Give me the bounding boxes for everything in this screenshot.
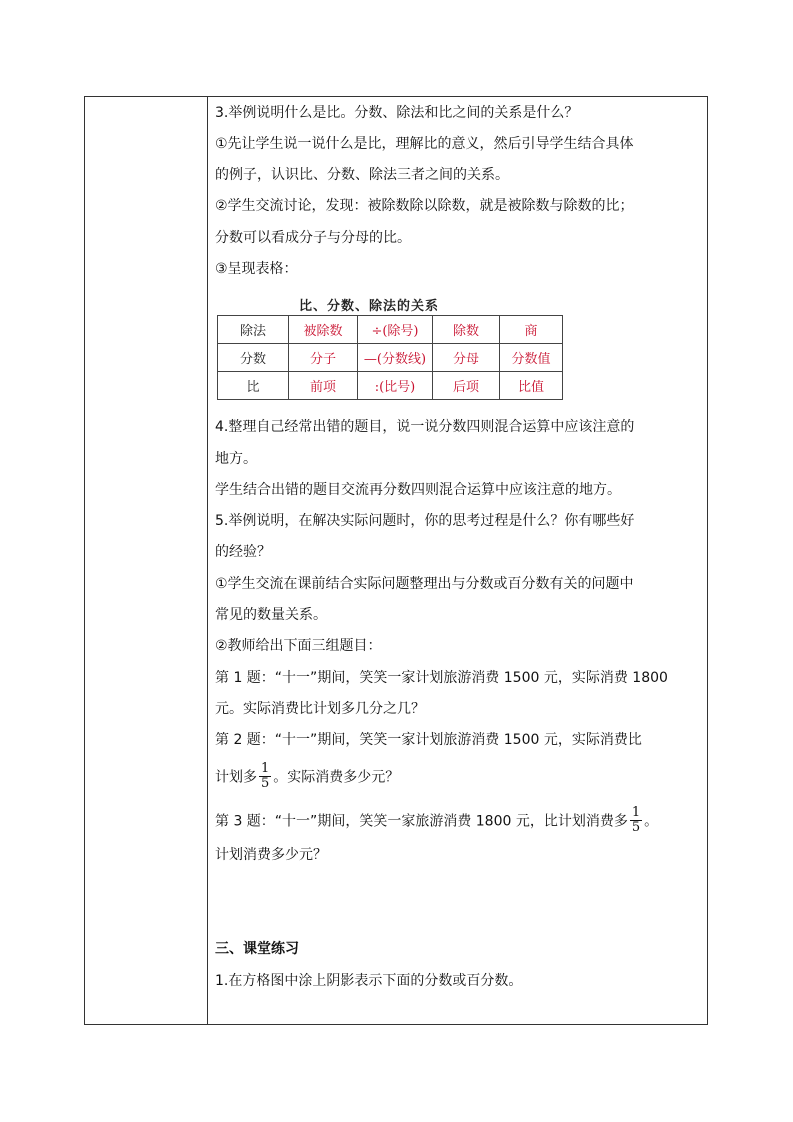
fraction-denominator: 5 — [631, 820, 641, 835]
section-title-practice: 三、课堂练习 — [215, 941, 299, 957]
problem-1-line-1: 第 1 题：“十一”期间，笑笑一家计划旅游消费 1500 元，实际消费 1800 — [215, 670, 668, 686]
problem-3-line-2: 计划消费多少元？ — [215, 847, 327, 863]
table-row — [218, 316, 563, 344]
fraction-numerator: 1 — [261, 761, 270, 776]
problem-3-suffix: 。 — [644, 813, 659, 830]
practice-1: 1.在方格图中涂上阴影表示下面的分数或百分数。 — [215, 973, 523, 989]
problem-2-prefix: 计划多 — [215, 769, 257, 786]
table-cell: 被除数 — [289, 316, 358, 344]
table-cell: 分子 — [289, 344, 358, 372]
step-2-line-2: 分数可以看成分子与分母的比。 — [215, 230, 411, 246]
q5-step-1-line-1: ①学生交流在课前结合实际问题整理出与分数或百分数有关的问题中 — [215, 576, 634, 592]
table-row — [218, 372, 563, 400]
fraction-numerator: 1 — [631, 805, 641, 820]
step-3: ③呈现表格： — [215, 261, 298, 277]
fraction-one-fifth — [630, 806, 642, 835]
table-cell: 分数 — [218, 344, 289, 372]
problem-2-line-1: 第 2 题：“十一”期间，笑笑一家计划旅游消费 1500 元，实际消费比 — [215, 732, 642, 748]
table-cell: 分母 — [433, 344, 500, 372]
question-5-line-2: 的经验？ — [215, 544, 271, 560]
q5-step-2: ②教师给出下面三组题目： — [215, 638, 382, 654]
table-cell: 除法 — [218, 316, 289, 344]
step-1-line-2: 的例子，认识比、分数、除法三者之间的关系。 — [215, 167, 509, 183]
problem-3-line-1 — [215, 807, 658, 836]
table-cell: —(分数线) — [358, 344, 433, 372]
question-4-line-1: 4.整理自己经常出错的题目，说一说分数四则混合运算中应该注意的 — [215, 419, 635, 435]
table-cell: 分数值 — [500, 344, 563, 372]
problem-2-line-2 — [215, 763, 399, 792]
relation-table — [217, 315, 563, 400]
problem-2-suffix: 。实际消费多少元？ — [273, 769, 400, 786]
student-discussion: 学生结合出错的题目交流再分数四则混合运算中应该注意的地方。 — [215, 482, 621, 498]
step-2-line-1: ②学生交流讨论，发现：被除数除以除数，就是被除数与除数的比； — [215, 198, 634, 214]
table-cell: :(比号) — [358, 372, 433, 400]
table-cell: 商 — [500, 316, 563, 344]
question-3: 3.举例说明什么是比。分数、除法和比之间的关系是什么？ — [215, 105, 579, 121]
problem-3-prefix: 第 3 题：“十一”期间，笑笑一家旅游消费 1800 元，比计划消费多 — [215, 813, 628, 830]
question-4-line-2: 地方。 — [215, 451, 257, 467]
q5-step-1-line-2: 常见的数量关系。 — [215, 607, 327, 623]
lesson-plan-table — [84, 96, 708, 1025]
step-1-line-1: ①先让学生说一说什么是比，理解比的意义，然后引导学生结合具体 — [215, 136, 634, 152]
table-cell: 比 — [218, 372, 289, 400]
table-row — [218, 344, 563, 372]
table-cell: 除数 — [433, 316, 500, 344]
table-cell: ÷(除号) — [358, 316, 433, 344]
column-divider — [207, 97, 208, 1024]
question-5-line-1: 5.举例说明，在解决实际问题时，你的思考过程是什么？你有哪些好 — [215, 513, 635, 529]
table-cell: 后项 — [433, 372, 500, 400]
table-cell: 前项 — [289, 372, 358, 400]
table-cell: 比值 — [500, 372, 563, 400]
relation-table-caption: 比、分数、除法的关系 — [299, 299, 440, 314]
problem-1-line-2: 元。实际消费比计划多几分之几？ — [215, 701, 425, 717]
fraction-one-fifth — [259, 762, 271, 791]
fraction-denominator: 5 — [261, 776, 270, 791]
